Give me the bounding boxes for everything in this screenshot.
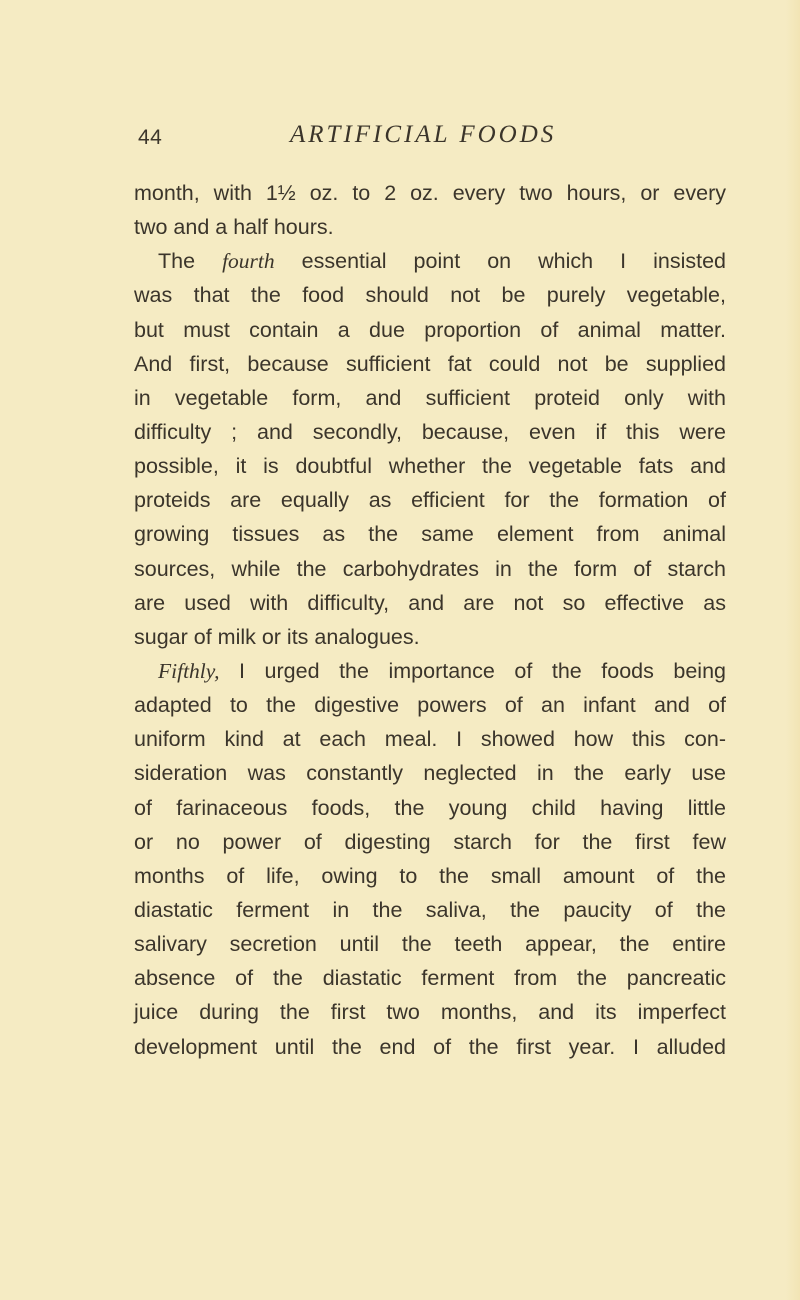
running-title: ARTIFICIAL FOODS (290, 121, 557, 148)
text-line: absence of the diastatic ferment from the pancreatic (134, 966, 726, 991)
text-line: And first, because sufficient fat could not be supplied (134, 351, 726, 376)
text-line: adapted to the digestive powers of an infant and of (134, 693, 726, 718)
text-line: The fourth essential point on which I insisted (158, 249, 726, 274)
text-line: but must contain a due proportion of animal matter. (134, 317, 726, 342)
text-line: development until the end of the first year. I alluded (134, 1034, 726, 1059)
text-line: of farinaceous foods, the young child having little (134, 795, 726, 820)
text-line: salivary secretion until the teeth appear, the entire (134, 932, 726, 957)
text-line: sideration was constantly neglected in the early use (134, 761, 726, 786)
text-line: are used with difficulty, and are not so effective as (134, 590, 726, 615)
text-line: juice during the first two months, and its imperfect (134, 1000, 726, 1025)
text-line: uniform kind at each meal. I showed how this con- (134, 727, 726, 752)
running-header (0, 118, 800, 158)
text-line: difficulty ; and secondly, because, even if this were (134, 419, 726, 444)
text-line: was that the food should not be purely vegetable, (134, 283, 726, 308)
text-line: month, with 1½ oz. to 2 oz. every two hours, or every (134, 181, 726, 205)
text-line: sources, while the carbohydrates in the form of starch (134, 556, 726, 581)
text-line: possible, it is doubtful whether the vegetable fats and (134, 454, 726, 479)
page-edge-shading (786, 0, 800, 1300)
page-number: 44 (138, 126, 163, 149)
text-line: growing tissues as the same element from animal (134, 522, 726, 547)
emphasis: fourth (222, 249, 275, 274)
text-line: months of life, owing to the small amount of the (134, 863, 726, 888)
text-line: in vegetable form, and sufficient proteid only with (134, 385, 726, 410)
emphasis: Fifthly, (158, 658, 220, 683)
body-text (134, 176, 726, 1064)
text-line: or no power of digesting starch for the first few (134, 829, 726, 854)
text-line: sugar of milk or its analogues. (134, 624, 420, 649)
text-line: two and a half hours. (134, 215, 334, 240)
text-line: Fifthly, I urged the importance of the foods being (158, 658, 726, 683)
text-line: diastatic ferment in the saliva, the paucity of the (134, 897, 726, 922)
text-line: proteids are equally as efficient for the formation of (134, 488, 726, 513)
